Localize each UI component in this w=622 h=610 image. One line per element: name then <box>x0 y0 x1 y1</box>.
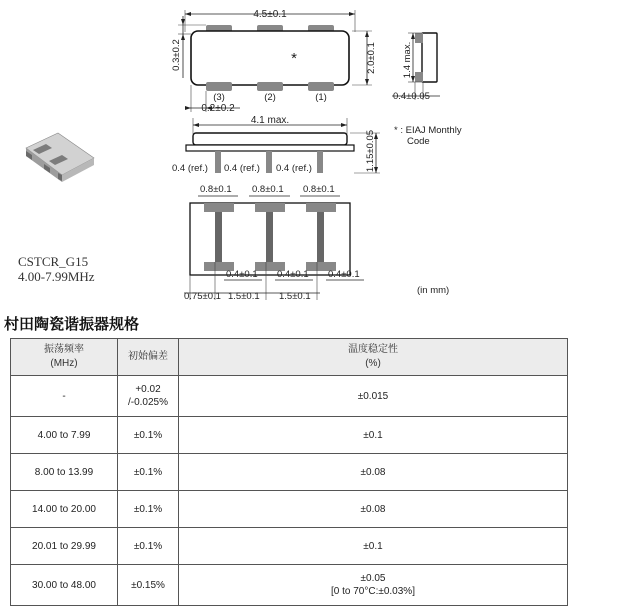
top-view <box>171 9 377 114</box>
bottom-top-dim-2: 0.8±0.1 <box>252 184 284 195</box>
front-length-dim: 4.1 max. <box>250 115 290 126</box>
cell-tolerance: ±0.1% <box>118 528 179 565</box>
table-row <box>11 528 568 565</box>
eiaj-note-line2: Code <box>407 136 430 147</box>
lead-ref-label-1: 0.4 (ref.) <box>172 163 208 174</box>
cell-tolerance: +0.02 /-0.025% <box>118 376 179 417</box>
eiaj-note-line1: * : EIAJ Monthly <box>394 125 462 136</box>
bottom-mid-dim-3: 0.4±0.1 <box>328 269 360 280</box>
top-height-dim: 2.0±0.1 <box>366 42 377 74</box>
unit-label: (in mm) <box>417 285 450 296</box>
cell-tolerance: ±0.1% <box>118 417 179 454</box>
pin-label-1: (1) <box>315 92 327 103</box>
spec-table <box>10 338 568 606</box>
bottom-dim-2: 1.5±0.1 <box>228 291 260 302</box>
cell-frequency: 14.00 to 20.00 <box>11 491 118 528</box>
product-image <box>26 133 94 182</box>
product-freq-range: 4.00-7.99MHz <box>18 269 95 284</box>
cell-frequency: 4.00 to 7.99 <box>11 417 118 454</box>
top-width-dim: 4.5±0.1 <box>253 9 287 20</box>
cell-stability: ±0.05 [0 to 70°C:±0.03%] <box>179 565 568 606</box>
cell-stability: ±0.1 <box>179 417 568 454</box>
bottom-top-dim-1: 0.8±0.1 <box>200 184 232 195</box>
product-name: CSTCR_G15 <box>18 254 89 269</box>
front-height-dim: 1.15±0.05 <box>365 129 376 173</box>
cell-tolerance: ±0.1% <box>118 454 179 491</box>
side-view <box>392 33 440 102</box>
lead-ref-label-2: 0.4 (ref.) <box>224 163 260 174</box>
bottom-mid-dim-1: 0.4±0.1 <box>226 269 258 280</box>
table-header-row <box>11 339 568 376</box>
cell-stability: ±0.08 <box>179 491 568 528</box>
cell-tolerance: ±0.15% <box>118 565 179 606</box>
cell-frequency: 30.00 to 48.00 <box>11 565 118 606</box>
section-title: 村田陶瓷谐振器规格 <box>4 315 140 333</box>
lead-ref-label-3: 0.4 (ref.) <box>276 163 312 174</box>
top-pad-dim: 0.3±0.2 <box>171 39 182 71</box>
header-frequency: 振荡频率 (MHz) <box>11 339 118 376</box>
cell-stability: ±0.015 <box>179 376 568 417</box>
bottom-view <box>184 184 364 302</box>
header-temp-stability: 温度稳定性 (%) <box>179 339 568 376</box>
table-row <box>11 417 568 454</box>
bottom-top-dim-3: 0.8±0.1 <box>303 184 335 195</box>
cell-frequency: - <box>11 376 118 417</box>
cell-frequency: 8.00 to 13.99 <box>11 454 118 491</box>
table-row <box>11 376 568 417</box>
header-initial-tolerance: 初始偏差 <box>118 339 179 376</box>
cell-frequency: 20.01 to 29.99 <box>11 528 118 565</box>
front-view <box>172 115 380 174</box>
bottom-dim-1: 0.75±0.1 <box>184 291 221 302</box>
table-row <box>11 491 568 528</box>
side-height-dim: 1.4 max. <box>402 41 413 79</box>
pin-label-2: (2) <box>264 92 276 103</box>
cell-stability: ±0.1 <box>179 528 568 565</box>
cell-tolerance: ±0.1% <box>118 491 179 528</box>
top-offset-dim: 0.2±0.2 <box>201 103 235 114</box>
pin-label-3: (3) <box>213 92 225 103</box>
bottom-mid-dim-2: 0.4±0.1 <box>277 269 309 280</box>
side-pad-dim: 0.4±0.05 <box>393 91 430 102</box>
cell-stability: ±0.08 <box>179 454 568 491</box>
bottom-dim-3: 1.5±0.1 <box>279 291 311 302</box>
asterisk-mark: * <box>291 50 297 67</box>
table-row <box>11 454 568 491</box>
table-row <box>11 565 568 606</box>
